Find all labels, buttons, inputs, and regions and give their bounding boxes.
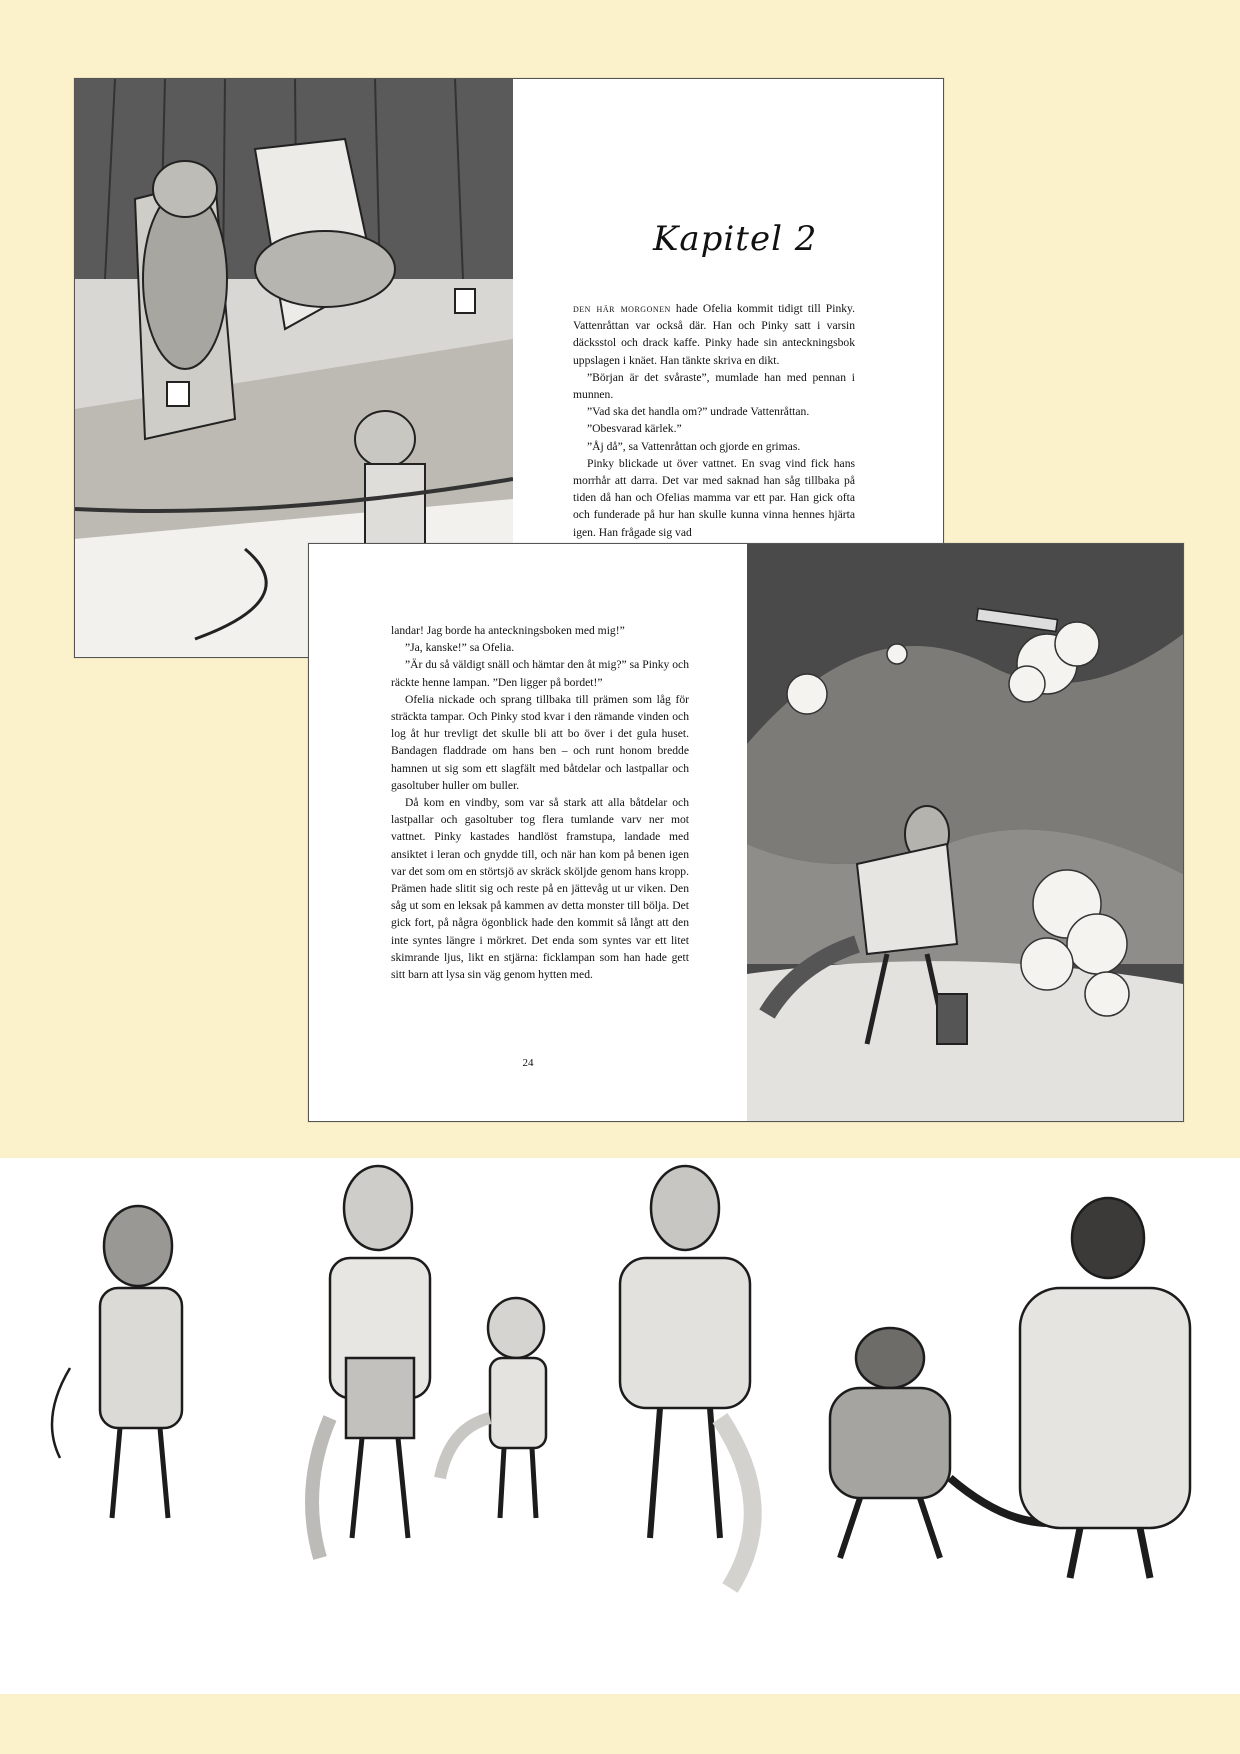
paragraph: landar! Jag borde ha anteckningsboken med mig!”	[391, 624, 625, 637]
chapter-body-text	[573, 300, 855, 550]
paragraph: Då kom en vindby, som var så stark att alla båtdelar och lastpallar och gasoltuber tog flera tumlande varv ner mot vattnet. Pinky kastades handlöst framstupa, landade med ansiktet i leran och gnydde till, och när han kom på benen igen var det som om en störtsjö av skräck sköljde genom hans kropp. Prämen hade slitit sig och reste på en jättevåg ut ur viken. Den såg ut som en leksak på kammen av detta monster till bölja. Det gick fort, på några ögonblick hade den kommit så långt att den inte syntes längre i mörkret. Det enda som syntes var ett litet skimrande ljus, likt en stjärna: ficklampan som han hade gett sitt barn att lysa sin väg genom hytten med.	[391, 796, 689, 982]
text-page-left	[309, 544, 748, 1121]
chapter-title: Kapitel 2	[653, 219, 818, 259]
paragraph: ”Vad ska det handla om?” undrade Vattenråttan.	[587, 405, 810, 419]
page-number: 24	[522, 1057, 534, 1069]
paragraph: Pinky blickade ut över vattnet. En svag vind fick hans morrhår att darra. Det var med saknad han såg tillbaka på tiden då han och Ofelias mamma var ett par. Han gick ofta och funderade på hur han skulle kunna vinna hennes hjärta igen. Han frågade sig vad	[573, 456, 855, 539]
paragraph: Ofelia nickade och sprang tillbaka till prämen som låg för sträckta tampar. Och Pinky stod kvar i den rämande vinden och log åt hur trevligt det skulle bli att bo över i det gula huset. Bandagen fladdrade om hans ben – och runt honom bredde hamnen ut sig som ett slagfält med båtdelar och lastpallar och gasoltuber huller om buller.	[391, 692, 689, 792]
paragraph: ”Är du så väldigt snäll och hämtar den åt mig?” sa Pinky och räckte henne lampan. ”Den ligger på bordet!”	[391, 658, 689, 689]
character-lineup-band	[0, 1158, 1240, 1694]
page-body-text	[391, 622, 689, 983]
paragraph: ”Början är det svåraste”, mumlade han med pennan i munnen.	[573, 370, 855, 402]
paragraph: ”Ja, kanske!” sa Ofelia.	[405, 641, 515, 655]
paragraph: ”Obesvarad kärlek.”	[587, 422, 682, 436]
paragraph: ”Åj då”, sa Vattenråttan och gjorde en grimas.	[587, 439, 801, 453]
lead-smallcaps: den här morgonen	[573, 302, 671, 315]
paragraph-text: hade Ofelia kommit tidigt till Pinky. Vattenråttan var också där. Han och Pinky satt i varsin däcksstol och drack kaffe. Pinky hade sin anteckningsbok uppslagen i knäet. Han tänkte skriva en dikt.	[573, 302, 855, 367]
storm-wave-illustration	[747, 544, 1183, 1121]
bottom-book-spread	[308, 543, 1184, 1122]
paragraph	[573, 300, 855, 369]
